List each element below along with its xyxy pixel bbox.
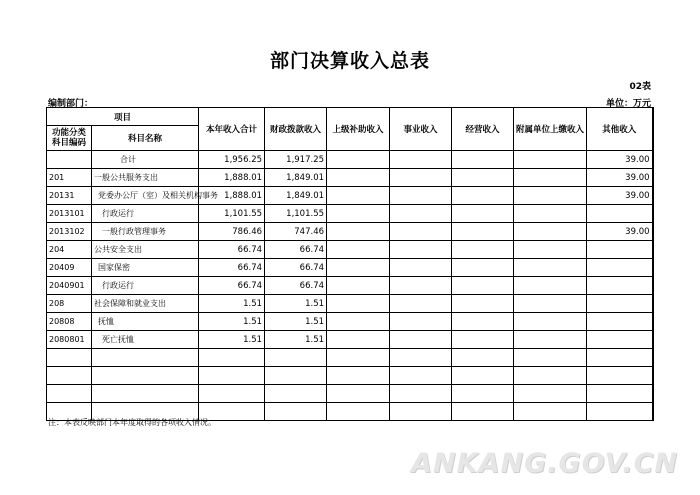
cell-operating — [452, 385, 514, 403]
cell-affiliated — [514, 295, 587, 313]
cell-subject-name: 行政运行 — [92, 277, 199, 295]
cell-fiscal: 66.74 — [265, 259, 327, 277]
cell-affiliated — [514, 223, 587, 241]
cell-operating — [452, 187, 514, 205]
cell-other — [587, 205, 653, 223]
cell-operating — [452, 331, 514, 349]
cell-fiscal — [265, 385, 327, 403]
cell-total: 1,956.25 — [199, 151, 265, 169]
cell-fiscal — [265, 367, 327, 385]
cell-func-code — [47, 349, 92, 367]
cell-total: 1.51 — [199, 313, 265, 331]
cell-other — [587, 241, 653, 259]
cell-fiscal: 1.51 — [265, 295, 327, 313]
footnote: 注：本表反映部门本年度取得的各项收入情况。 — [48, 418, 216, 427]
cell-subject-name: 行政运行 — [92, 205, 199, 223]
cell-other: 39.00 — [587, 187, 653, 205]
cell-func-code: 208 — [47, 295, 92, 313]
cell-func-code: 2040901 — [47, 277, 92, 295]
cell-operating — [452, 223, 514, 241]
cell-total: 66.74 — [199, 277, 265, 295]
cell-other: 39.00 — [587, 169, 653, 187]
cell-other — [587, 367, 653, 385]
table-row — [47, 223, 653, 241]
cell-business — [390, 169, 452, 187]
cell-subject-name: 国家保密 — [92, 259, 199, 277]
cell-subject-name — [92, 367, 199, 385]
cell-func-code: 20808 — [47, 313, 92, 331]
cell-business — [390, 295, 452, 313]
table-row — [47, 385, 653, 403]
table-row — [47, 295, 653, 313]
cell-superior — [327, 187, 390, 205]
cell-superior — [327, 205, 390, 223]
cell-operating — [452, 367, 514, 385]
table-row — [47, 169, 653, 187]
cell-other — [587, 295, 653, 313]
cell-business — [390, 385, 452, 403]
cell-operating — [452, 295, 514, 313]
cell-superior — [327, 403, 390, 421]
cell-operating — [452, 349, 514, 367]
cell-subject-name: 公共安全支出 — [92, 241, 199, 259]
cell-other — [587, 259, 653, 277]
cell-superior — [327, 169, 390, 187]
header-subject-name: 科目名称 — [92, 126, 199, 151]
cell-business — [390, 241, 452, 259]
cell-superior — [327, 223, 390, 241]
cell-total: 66.74 — [199, 259, 265, 277]
unit-label: 单位：万元 — [605, 99, 651, 109]
cell-fiscal: 66.74 — [265, 241, 327, 259]
header-operating: 经营收入 — [452, 108, 514, 151]
cell-other: 39.00 — [587, 223, 653, 241]
cell-business — [390, 403, 452, 421]
cell-affiliated — [514, 187, 587, 205]
income-table — [46, 107, 654, 421]
cell-other — [587, 313, 653, 331]
cell-total: 1,888.01 — [199, 187, 265, 205]
cell-fiscal — [265, 349, 327, 367]
cell-operating — [452, 313, 514, 331]
cell-business — [390, 331, 452, 349]
cell-operating — [452, 241, 514, 259]
header-other: 其他收入 — [587, 108, 653, 151]
cell-superior — [327, 259, 390, 277]
table-row — [47, 367, 653, 385]
header-fiscal: 财政拨款收入 — [265, 108, 327, 151]
header-total-income: 本年收入合计 — [199, 108, 265, 151]
cell-func-code: 2013101 — [47, 205, 92, 223]
cell-other — [587, 385, 653, 403]
cell-other — [587, 403, 653, 421]
cell-superior — [327, 313, 390, 331]
cell-subject-name: 社会保障和就业支出 — [92, 295, 199, 313]
header-func-code: 功能分类科目编码 — [47, 126, 92, 151]
compiler-label: 编制部门： — [48, 99, 94, 109]
table-body — [47, 151, 653, 421]
cell-fiscal: 1,849.01 — [265, 187, 327, 205]
cell-subject-name: 死亡抚恤 — [92, 331, 199, 349]
cell-affiliated — [514, 169, 587, 187]
cell-fiscal: 1,101.55 — [265, 205, 327, 223]
table-row — [47, 151, 653, 169]
cell-affiliated — [514, 331, 587, 349]
table-row — [47, 277, 653, 295]
page-title: 部门决算收入总表 — [269, 50, 430, 72]
cell-operating — [452, 169, 514, 187]
cell-business — [390, 367, 452, 385]
cell-superior — [327, 241, 390, 259]
cell-func-code: 20131 — [47, 187, 92, 205]
header-business: 事业收入 — [390, 108, 452, 151]
cell-business — [390, 259, 452, 277]
cell-subject-name: 合计 — [92, 151, 199, 169]
cell-total — [199, 349, 265, 367]
header-affiliated: 附属单位上缴收入 — [514, 108, 587, 151]
table-row — [47, 259, 653, 277]
cell-total: 1.51 — [199, 331, 265, 349]
cell-business — [390, 223, 452, 241]
cell-other: 39.00 — [587, 151, 653, 169]
table-header — [47, 108, 653, 151]
cell-superior — [327, 349, 390, 367]
header-item: 项目 — [47, 108, 199, 126]
cell-superior — [327, 295, 390, 313]
cell-func-code: 2080801 — [47, 331, 92, 349]
cell-business — [390, 151, 452, 169]
cell-total: 1,888.01 — [199, 169, 265, 187]
cell-subject-name: 一般行政管理事务 — [92, 223, 199, 241]
cell-subject-name: 党委办公厅（室）及相关机构事务 — [92, 187, 199, 205]
cell-affiliated — [514, 403, 587, 421]
cell-superior — [327, 331, 390, 349]
cell-affiliated — [514, 349, 587, 367]
cell-fiscal: 1.51 — [265, 331, 327, 349]
cell-affiliated — [514, 313, 587, 331]
cell-affiliated — [514, 151, 587, 169]
table-row — [47, 349, 653, 367]
cell-subject-name: 抚恤 — [92, 313, 199, 331]
cell-superior — [327, 385, 390, 403]
cell-func-code: 20409 — [47, 259, 92, 277]
cell-business — [390, 313, 452, 331]
cell-func-code: 201 — [47, 169, 92, 187]
form-number: 02表 — [629, 82, 651, 92]
cell-other — [587, 349, 653, 367]
table-row — [47, 331, 653, 349]
cell-func-code — [47, 385, 92, 403]
cell-fiscal: 1.51 — [265, 313, 327, 331]
cell-operating — [452, 259, 514, 277]
cell-func-code — [47, 367, 92, 385]
cell-superior — [327, 367, 390, 385]
table-row — [47, 187, 653, 205]
cell-affiliated — [514, 367, 587, 385]
cell-fiscal: 747.46 — [265, 223, 327, 241]
cell-total — [199, 367, 265, 385]
cell-subject-name — [92, 349, 199, 367]
cell-business — [390, 205, 452, 223]
table-row — [47, 313, 653, 331]
table-row — [47, 241, 653, 259]
cell-affiliated — [514, 259, 587, 277]
cell-total: 1.51 — [199, 295, 265, 313]
cell-affiliated — [514, 277, 587, 295]
cell-business — [390, 187, 452, 205]
cell-func-code — [47, 151, 92, 169]
cell-subject-name — [92, 385, 199, 403]
cell-operating — [452, 151, 514, 169]
watermark: ANKANG.GOV.CN — [411, 448, 678, 479]
cell-superior — [327, 151, 390, 169]
cell-total: 786.46 — [199, 223, 265, 241]
cell-business — [390, 277, 452, 295]
cell-other — [587, 331, 653, 349]
cell-affiliated — [514, 205, 587, 223]
cell-fiscal — [265, 403, 327, 421]
cell-total: 1,101.55 — [199, 205, 265, 223]
cell-total — [199, 385, 265, 403]
table-row — [47, 205, 653, 223]
cell-affiliated — [514, 385, 587, 403]
cell-operating — [452, 403, 514, 421]
cell-func-code: 2013102 — [47, 223, 92, 241]
cell-fiscal: 66.74 — [265, 277, 327, 295]
cell-other — [587, 277, 653, 295]
cell-business — [390, 349, 452, 367]
cell-operating — [452, 205, 514, 223]
header-superior-subsidy: 上级补助收入 — [327, 108, 390, 151]
cell-fiscal: 1,849.01 — [265, 169, 327, 187]
cell-total: 66.74 — [199, 241, 265, 259]
cell-fiscal: 1,917.25 — [265, 151, 327, 169]
cell-superior — [327, 277, 390, 295]
cell-func-code: 204 — [47, 241, 92, 259]
cell-subject-name: 一般公共服务支出 — [92, 169, 199, 187]
cell-operating — [452, 277, 514, 295]
cell-affiliated — [514, 241, 587, 259]
